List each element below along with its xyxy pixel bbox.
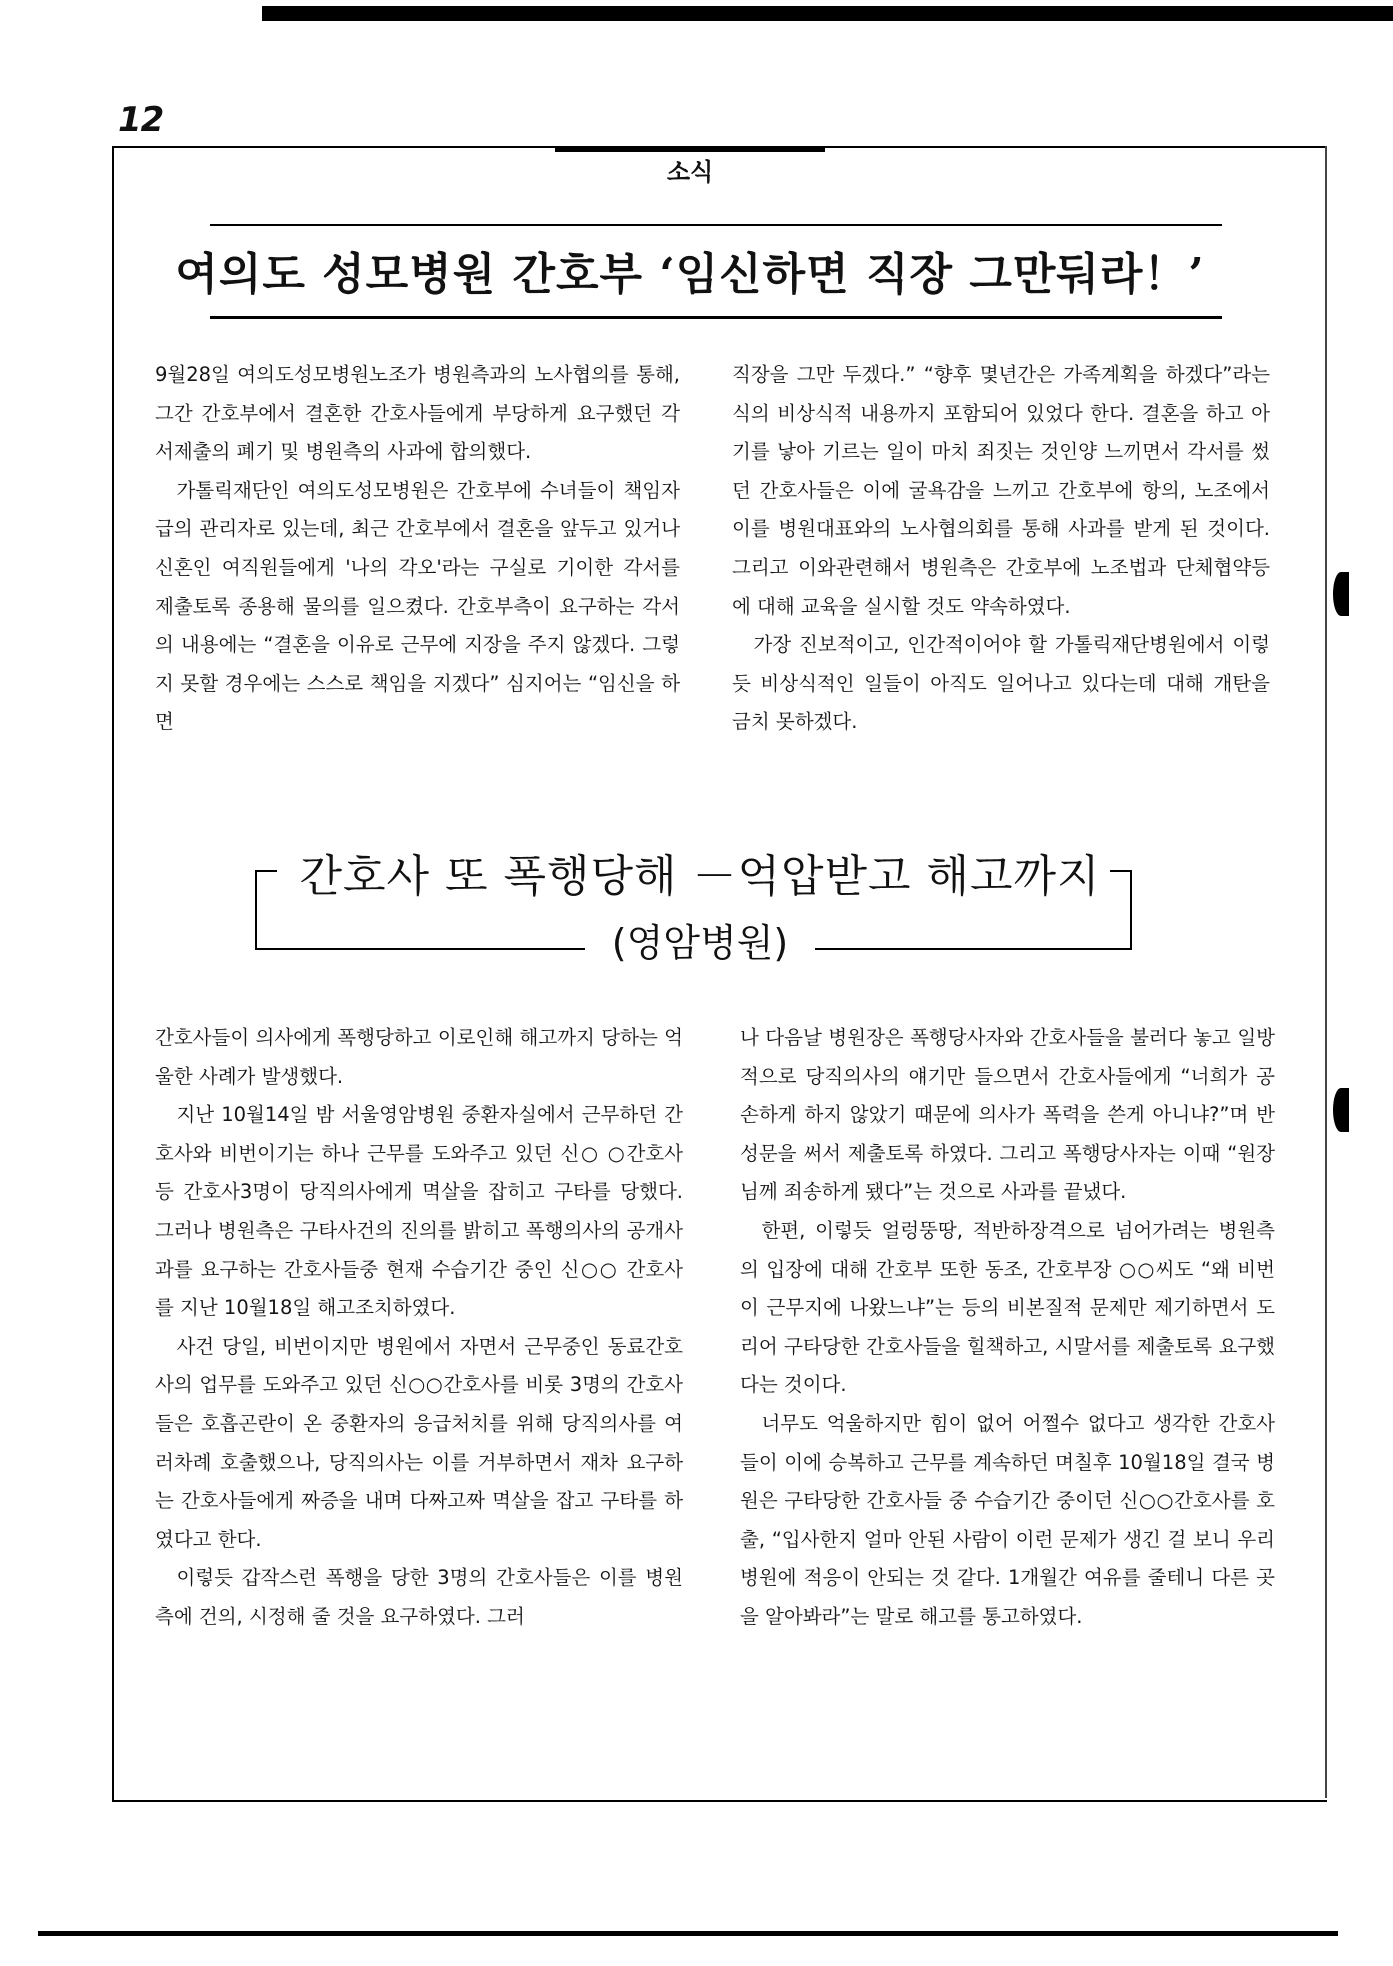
- article2-paragraph: 지난 10월14일 밤 서울영암병원 중환자실에서 근무하던 간호사와 비번이기는 하나 근무를 도와주고 있던 신○ ○간호사등 간호사3명이 당직의사에게 멱살을 잡히고 구타를 당했다. 그러나 병원측은 구타사건의 진의를 밝히고 폭행의사의 공개사과를 요구하는 간호사들중 현재 수습기간 중인 신○○ 간호사를 지난 10월18일 해고조치하였다.: [155, 1103, 683, 1320]
- headline2-rule-right: [815, 948, 1132, 950]
- article2-column-left: [155, 1019, 683, 1637]
- headline2-bracket-left-top: [255, 870, 277, 872]
- headline2-bracket-right: [1130, 870, 1132, 950]
- article1-headline: 여의도 성모병원 간호부 ‘임신하면 직장 그만둬라！’: [175, 249, 1205, 300]
- binder-hole-mark-lower: [1333, 1088, 1349, 1132]
- article1-column-left: [155, 356, 680, 742]
- article1-paragraph: 가장 진보적이고, 인간적이어야 할 가톨릭재단병원에서 이렇듯 비상식적인 일들이 아직도 일어나고 있다는데 대해 개탄을 금치 못하겠다.: [732, 633, 1270, 734]
- page-number: 12: [118, 100, 164, 140]
- headline-rule-top: [210, 224, 1222, 226]
- headline2-rule-left: [255, 948, 585, 950]
- frame-right-border: [1325, 146, 1327, 1798]
- section-label: 소식: [666, 158, 714, 186]
- article1-paragraph: 가톨릭재단인 여의도성모병원은 간호부에 수녀들이 책임자급의 관리자로 있는데, 최근 간호부에서 결혼을 앞두고 있거나 신혼인 여직원들에게 '나의 각오'라는 구실로 기이한 각서를 제출토록 종용해 물의를 일으켰다. 간호부측이 요구하는 각서의 내용에는 “결혼을 이유로 근무에 지장을 주지 않겠다. 그렇지 못할 경우에는 스스로 책임을 지겠다” 심지어는 “임신을 하면: [155, 478, 680, 734]
- article2-paragraph: 사건 당일, 비번이지만 병원에서 자면서 근무중인 동료간호사의 업무를 도와주고 있던 신○○간호사를 비롯 3명의 간호사들은 호흡곤란이 온 중환자의 응급처치를 위해 당직의사를 여러차례 호출했으나, 당직의사는 이를 거부하면서 재차 요구하는 간호사들에게 짜증을 내며 다짜고짜 멱살을 잡고 구타를 하였다고 한다.: [155, 1334, 683, 1551]
- headline-rule-bottom: [210, 316, 1222, 319]
- frame-left-border: [112, 148, 114, 1802]
- frame-bottom-border: [112, 1800, 1327, 1802]
- binder-hole-mark-upper: [1333, 572, 1349, 616]
- article2-paragraph: 간호사들이 의사에게 폭행당하고 이로인해 해고까지 당하는 억울한 사례가 발생했다.: [155, 1026, 683, 1088]
- article1-column-right: [732, 356, 1270, 742]
- headline2-bracket-left: [255, 870, 257, 950]
- bottom-scan-bar: [38, 1931, 1338, 1936]
- article1-paragraph: 직장을 그만 두겠다.” “향후 몇년간은 가족계획을 하겠다”라는 식의 비상식적 내용까지 포함되어 있었다 한다. 결혼을 하고 아기를 낳아 기르는 일이 마치 죄짓는 것인양 느끼면서 각서를 썼던 간호사들은 이에 굴욕감을 느끼고 간호부에 항의, 노조에서 이를 병원대표와의 노사협의회를 통해 사과를 받게 된 것이다. 그리고 이와관련해서 병원측은 간호부에 노조법과 단체협약등에 대해 교육을 실시할 것도 약속하였다.: [732, 363, 1270, 618]
- article2-column-right: [740, 1019, 1275, 1637]
- article2-paragraph: 너무도 억울하지만 힘이 없어 어쩔수 없다고 생각한 간호사들이 이에 승복하고 근무를 계속하던 며칠후 10월18일 결국 병원은 구타당한 간호사들 중 수습기간 중이던 신○○간호사를 호출, “입사한지 얼마 안된 사람이 이런 문제가 생긴 걸 보니 우리 병원에 적응이 안되는 것 같다. 1개월간 여유를 줄테니 다른 곳을 알아봐라”는 말로 해고를 통고하였다.: [740, 1411, 1275, 1628]
- article2-paragraph: 나 다음날 병원장은 폭행당사자와 간호사들을 불러다 놓고 일방적으로 당직의사의 얘기만 들으면서 간호사들에게 “너희가 공손하게 하지 않았기 때문에 의사가 폭력을 쓴게 아니냐?”며 반성문을 써서 제출토록 하였다. 그리고 폭행당사자는 이때 “원장님께 죄송하게 됐다”는 것으로 사과를 끝냈다.: [740, 1026, 1275, 1204]
- article1-paragraph: 9월28일 여의도성모병원노조가 병원측과의 노사협의를 통해, 그간 간호부에서 결혼한 간호사들에게 부당하게 요구했던 각서제출의 폐기 및 병원측의 사과에 합의했다.: [155, 363, 680, 464]
- article2-paragraph: 이렇듯 갑작스런 폭행을 당한 3명의 간호사들은 이를 병원측에 건의, 시정해 줄 것을 요구하였다. 그러: [155, 1566, 683, 1628]
- top-scan-bar: [262, 6, 1393, 21]
- article2-headline: 간호사 또 폭행당해 －억압받고 해고까지: [299, 851, 1101, 902]
- article2-paragraph: 한편, 이렇듯 얼렁뚱땅, 적반하장격으로 넘어가려는 병원측의 입장에 대해 간호부 또한 동조, 간호부장 ○○씨도 “왜 비번이 근무지에 나왔느냐”는 등의 비본질적 문제만 제기하면서 도리어 구타당한 간호사들을 힐책하고, 시말서를 제출토록 요구했다는 것이다.: [740, 1218, 1275, 1397]
- article2-subhead: (영암병원): [611, 921, 789, 965]
